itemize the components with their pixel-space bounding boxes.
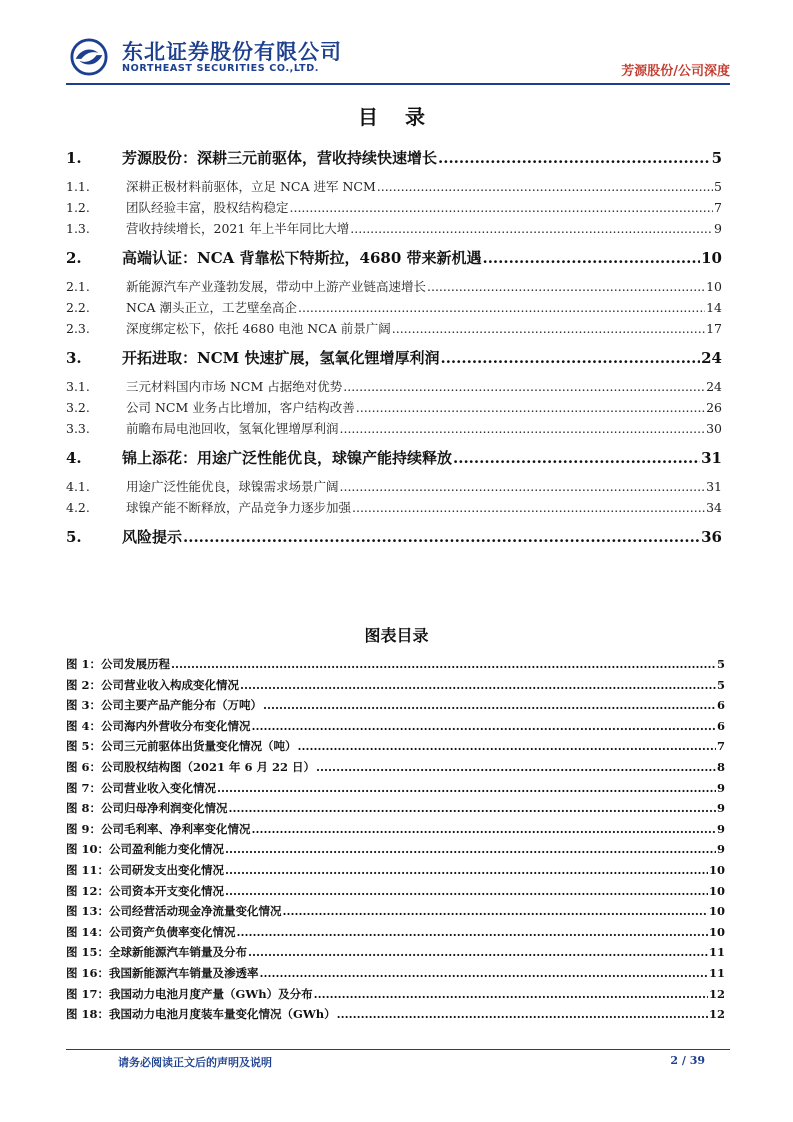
toc-entry-title: 营收持续增长，2021 年上半年同比大增 [126,221,350,236]
figure-entry[interactable] [66,738,725,759]
toc-entry-title: 风险提示 [122,528,183,546]
figure-title: 图 10：公司盈利能力变化情况 [66,842,225,857]
toc-entry-title: 团队经验丰富，股权结构稳定 [126,200,289,215]
figure-title: 图 13：公司经营活动现金净流量变化情况 [66,904,282,919]
toc-section[interactable] [66,147,722,173]
toc-entry-title: 前瞻布局电池回收，氢氧化锂增厚利润 [126,421,339,436]
toc-number: 3.1. [66,379,90,394]
figure-page-number: 9 [716,842,725,857]
toc-number: 3. [66,349,82,367]
leader-dots [252,719,716,733]
figure-entry[interactable] [66,697,725,718]
toc-entry-title: 深度绑定松下，依托 4680 电池 NCA 前景广阔 [126,321,391,336]
toc-page-number: 30 [706,421,722,436]
figure-page-number: 5 [716,677,725,692]
leader-dots [343,379,705,394]
figure-page-number: 11 [708,965,725,980]
leader-dots [229,801,716,815]
leader-dots [225,863,708,877]
toc-entry-title: NCA 潮头正立，工艺壁垒高企 [126,300,298,315]
figure-title: 图 6：公司股权结构图（2021 年 6 月 22 日） [66,759,316,774]
figure-page-number: 8 [716,759,725,774]
leader-dots [350,221,713,236]
leader-dots [438,149,711,167]
figure-entry[interactable] [66,986,725,1007]
toc-number: 2. [66,249,82,267]
toc-subsection[interactable] [66,477,722,498]
leader-dots [340,421,706,436]
toc-number: 2.1. [66,279,90,294]
leader-dots [392,321,705,336]
leader-dots [440,349,700,367]
figure-entry[interactable] [66,924,725,945]
figure-entry[interactable] [66,944,725,965]
figure-page-number: 9 [716,821,725,836]
figure-entry[interactable] [66,677,725,698]
figure-entry[interactable] [66,800,725,821]
toc-subsection[interactable] [66,419,722,440]
figure-page-number: 10 [708,883,725,898]
page-number: 2 / 39 [670,1054,705,1067]
figure-page-number: 10 [708,862,725,877]
toc-page-number: 31 [701,449,722,467]
figure-page-number: 12 [708,986,725,1001]
toc-number: 4.1. [66,479,90,494]
figure-list [66,656,725,1027]
leader-dots [316,760,716,774]
figure-entry[interactable] [66,759,725,780]
footer-disclaimer: 请务必阅读正文后的声明及说明 [118,1056,272,1069]
figure-page-number: 12 [708,1007,725,1022]
company-logo-icon [70,38,108,76]
toc-page-number: 10 [706,279,722,294]
toc-entry-title: 球镍产能不断释放，产品竞争力逐步加强 [126,500,352,515]
leader-dots [252,822,716,836]
figure-title: 图 7：公司营业收入变化情况 [66,780,217,795]
figure-title: 图 5：公司三元前驱体出货量变化情况（吨） [66,739,297,754]
toc-page-number: 34 [706,500,722,515]
toc-entry-title: 三元材料国内市场 NCM 占据绝对优势 [126,379,343,394]
leader-dots [352,500,705,515]
toc-entry-title: 公司 NCM 业务占比增加，客户结构改善 [126,400,355,415]
figure-title: 图 9：公司毛利率、净利率变化情况 [66,821,251,836]
toc-page-number: 10 [701,249,722,267]
toc-number: 1.1. [66,179,90,194]
figure-page-number: 5 [716,657,725,671]
toc-page-number: 26 [706,400,722,415]
toc-page-number: 31 [706,479,722,494]
toc-page-number: 17 [706,321,722,336]
toc-entry-title: 芳源股份：深耕三元前驱体，营收持续快速增长 [122,149,438,167]
toc-entry-title: 深耕正极材料前驱体，立足 NCA 进军 NCM [126,179,376,194]
toc-page-number: 5 [714,179,722,194]
toc-number: 3.3. [66,421,90,436]
toc-number: 1.3. [66,221,90,236]
toc-page-number: 14 [706,300,722,315]
leader-dots [263,698,716,712]
figure-entry[interactable] [66,903,725,924]
leader-dots [337,1007,708,1021]
toc-subsection[interactable] [66,277,722,298]
toc-number: 3.2. [66,400,90,415]
figure-title: 图 4：公司海内外营收分布变化情况 [66,718,251,733]
figure-title: 图 1：公司发展历程 [66,657,171,671]
figure-page-number: 9 [716,780,725,795]
leader-dots [237,925,708,939]
figure-title: 图 3：公司主要产品产能分布（万吨） [66,698,263,713]
figure-entry[interactable] [66,841,725,862]
toc-page-number: 7 [714,200,722,215]
figure-title: 图 8：公司归母净利润变化情况 [66,801,228,816]
figure-title: 图 11：公司研发支出变化情况 [66,862,225,877]
figure-page-number: 7 [716,739,725,754]
figure-title: 图 16：我国新能源汽车销量及渗透率 [66,965,259,980]
figure-entry[interactable] [66,862,725,883]
figure-entry[interactable] [66,965,725,986]
figure-entry[interactable] [66,718,725,739]
toc-section[interactable] [66,526,722,552]
toc-number: 1.2. [66,200,90,215]
toc-section[interactable] [66,247,722,273]
leader-dots [340,479,706,494]
figure-title: 图 14：公司资产负债率变化情况 [66,924,236,939]
toc-page-number: 5 [711,149,722,167]
figure-entry[interactable] [66,780,725,801]
leader-dots [356,400,705,415]
leader-dots [290,200,714,215]
report-tag: 芳源股份/公司深度 [621,64,730,79]
footer-divider [66,1049,730,1050]
figure-title: 图 2：公司营业收入构成变化情况 [66,677,240,692]
toc-entry-title: 开拓进取：NCM 快速扩展，氢氧化锂增厚利润 [122,349,440,367]
figure-page-number: 10 [708,924,725,939]
figures-title: 图表目录 [364,626,429,645]
header-divider [66,83,730,85]
toc-entry-title: 新能源汽车产业蓬勃发展，带动中上游产业链高速增长 [126,279,427,294]
toc-entry-title: 锦上添花：用途广泛性能优良，球镍产能持续释放 [122,449,453,467]
leader-dots [298,739,716,753]
leader-dots [240,678,716,692]
company-name-en: NORTHEAST SECURITIES CO.,LTD. [122,63,320,74]
figure-page-number: 11 [708,945,725,960]
toc-number: 4. [66,449,82,467]
toc-subsection[interactable] [66,177,722,198]
toc-subsection[interactable] [66,198,722,219]
toc-entry-title: 用途广泛性能优良，球镍需求场景广阔 [126,479,339,494]
leader-dots [248,945,708,959]
leader-dots [298,300,705,315]
figure-entry[interactable] [66,883,725,904]
figure-page-number: 9 [716,801,725,816]
toc-number: 5. [66,528,82,546]
toc-number: 4.2. [66,500,90,515]
figure-entry[interactable] [66,821,725,842]
leader-dots [260,966,708,980]
leader-dots [283,904,708,918]
toc-subsection[interactable] [66,498,722,519]
leader-dots [314,987,708,1001]
toc-subsection[interactable] [66,319,722,340]
leader-dots [217,781,716,795]
toc-page-number: 24 [706,379,722,394]
toc-page-number: 24 [701,349,722,367]
figure-title: 图 12：公司资本开支变化情况 [66,883,225,898]
leader-dots [427,279,705,294]
leader-dots [225,842,716,856]
page-header [66,32,730,82]
figure-title: 图 17：我国动力电池月度产量（GWh）及分布 [66,986,313,1001]
toc-number: 2.2. [66,300,90,315]
toc-page-number: 9 [714,221,722,236]
toc-subsection[interactable] [66,298,722,319]
company-name-cn: 东北证券股份有限公司 [122,40,342,64]
toc-number: 2.3. [66,321,90,336]
leader-dots [377,179,713,194]
toc-subsection[interactable] [66,398,722,419]
figure-title: 图 18：我国动力电池月度装车量变化情况（GWh） [66,1007,336,1022]
toc-subsection[interactable] [66,219,722,240]
toc-section[interactable] [66,347,722,373]
toc-section[interactable] [66,447,722,473]
toc-title: 目 录 [358,105,435,129]
leader-dots [225,884,708,898]
table-of-contents [66,140,722,556]
figure-page-number: 6 [716,698,725,713]
leader-dots [171,657,716,671]
toc-page-number: 36 [701,528,722,546]
figure-page-number: 10 [708,904,725,919]
toc-number: 1. [66,149,82,167]
toc-entry-title: 高端认证：NCA 背靠松下特斯拉，4680 带来新机遇 [122,249,482,267]
figure-page-number: 6 [716,718,725,733]
leader-dots [183,528,700,546]
toc-subsection[interactable] [66,377,722,398]
figure-entry[interactable] [66,656,725,677]
leader-dots [482,249,700,267]
leader-dots [453,449,700,467]
figure-title: 图 15：全球新能源汽车销量及分布 [66,945,248,960]
figure-entry[interactable] [66,1006,725,1027]
